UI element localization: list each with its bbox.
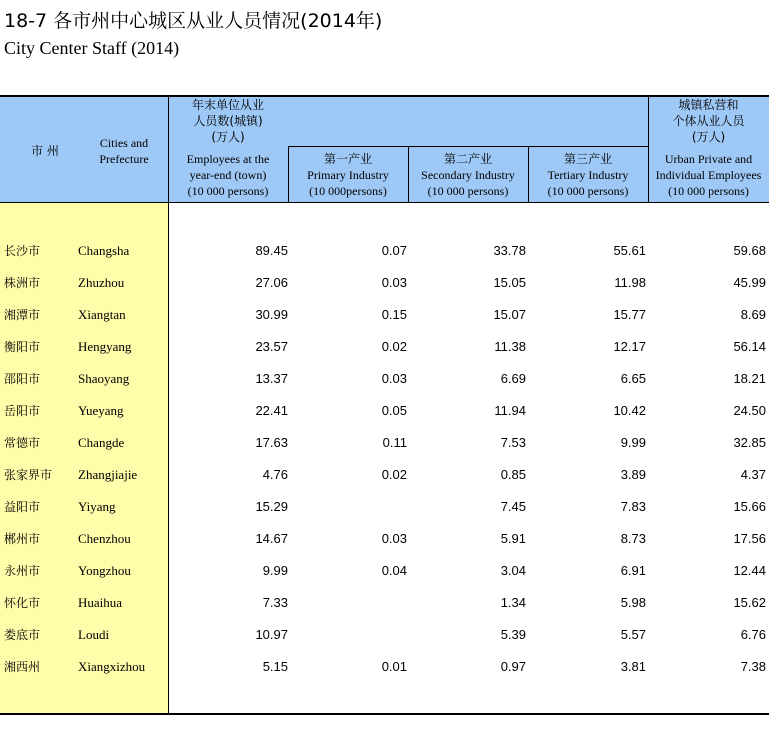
private-value: 4.37 [740,467,766,482]
header-private-en: Urban Private and Individual Employees (10 000 persons) [655,152,762,198]
tertiary-value: 6.91 [620,563,646,578]
employees-value: 7.33 [262,595,288,610]
city-name-cn: 长沙市 [4,244,41,258]
city-name-cn: 株洲市 [4,276,41,290]
secondary-value: 3.04 [500,563,526,578]
private-value: 17.56 [733,531,766,546]
table-row [0,363,769,395]
secondary-value: 5.91 [500,531,526,546]
secondary-value: 15.07 [493,307,526,322]
employees-value: 13.37 [255,371,288,386]
primary-value: 0.07 [381,243,407,258]
private-value: 59.68 [733,243,766,258]
primary-value: 0.05 [381,403,407,418]
employees-value: 5.15 [262,659,288,674]
table-row [0,619,769,651]
private-value: 15.66 [733,499,766,514]
table-row [0,587,769,619]
primary-value: 0.15 [381,307,407,322]
table-bottom-border [0,713,769,715]
private-value: 56.14 [733,339,766,354]
private-value: 24.50 [733,403,766,418]
secondary-value: 0.97 [500,659,526,674]
tertiary-value: 8.73 [620,531,646,546]
table-row [0,299,769,331]
city-name-cn: 湘潭市 [4,308,41,322]
table-row [0,491,769,523]
private-value: 45.99 [733,275,766,290]
employees-value: 27.06 [255,275,288,290]
city-name-en: Yueyang [78,403,124,418]
employees-value: 30.99 [255,307,288,322]
employees-value: 15.29 [255,499,288,514]
private-value: 12.44 [733,563,766,578]
employees-value: 10.97 [255,627,288,642]
tertiary-value: 11.98 [614,275,646,290]
secondary-value: 5.39 [500,627,526,642]
tertiary-value: 7.83 [620,499,646,514]
private-value: 32.85 [733,435,766,450]
secondary-value: 7.53 [500,435,526,450]
table-row [0,331,769,363]
employees-value: 22.41 [255,403,288,418]
page-title: 18-7 各市州中心城区从业人员情况(2014年) [4,10,383,32]
header-employees-cn: 年末单位从业 人员数(城镇) (万人) [191,98,264,144]
employees-value: 89.45 [255,243,288,258]
city-name-en: Zhuzhou [78,275,125,290]
primary-value: 0.04 [381,563,407,578]
tertiary-value: 5.98 [620,595,646,610]
page-subtitle: City Center Staff (2014) [4,38,180,58]
table-row [0,459,769,491]
city-name-cn: 邵阳市 [4,372,41,386]
tertiary-value: 15.77 [613,307,646,322]
employees-value: 4.76 [262,467,288,482]
primary-value: 0.02 [381,339,407,354]
city-name-en: Chenzhou [78,531,131,546]
city-name-en: Hengyang [78,339,132,354]
secondary-value: 11.94 [494,403,526,418]
employees-value: 23.57 [255,339,288,354]
employees-value: 9.99 [262,563,288,578]
city-name-en: Changde [78,435,125,450]
table-row [0,267,769,299]
tertiary-value: 3.81 [620,659,646,674]
tertiary-value: 55.61 [613,243,646,258]
city-name-en: Yiyang [78,499,116,514]
employees-value: 14.67 [255,531,288,546]
header-tertiary: 第三产业 Tertiary Industry (10 000 persons) [547,152,629,198]
city-name-en: Loudi [78,627,110,642]
tertiary-value: 5.57 [620,627,646,642]
private-value: 6.76 [740,627,766,642]
table-row [0,523,769,555]
private-value: 8.69 [740,307,766,322]
employees-value: 17.63 [255,435,288,450]
secondary-value: 33.78 [493,243,526,258]
tertiary-value: 10.42 [613,403,646,418]
city-name-en: Yongzhou [78,563,131,578]
city-name-cn: 湘西州 [4,660,41,674]
header-employees-en: Employees at the year-end (town) (10 000 persons) [186,152,270,198]
header-secondary: 第二产业 Secondary Industry (10 000 persons) [421,152,515,198]
city-name-cn: 娄底市 [4,628,41,642]
secondary-value: 7.45 [500,499,526,514]
header-city-cn: 市 州 [31,144,59,158]
city-name-cn: 衡阳市 [4,340,41,354]
table-row [0,651,769,683]
table-row [0,395,769,427]
secondary-value: 11.38 [494,339,526,354]
city-name-cn: 岳阳市 [4,404,41,418]
tertiary-value: 12.17 [613,339,646,354]
tertiary-value: 3.89 [620,467,646,482]
table-row [0,555,769,587]
header-city-en: Cities and Prefecture [99,136,149,166]
tertiary-value: 9.99 [620,435,646,450]
primary-value: 0.03 [381,371,407,386]
city-name-en: Huaihua [78,595,123,610]
city-name-cn: 怀化市 [4,596,41,610]
header-primary: 第一产业 Primary Industry (10 000persons) [307,152,389,198]
city-name-cn: 益阳市 [4,500,41,514]
secondary-value: 1.34 [500,595,526,610]
secondary-value: 0.85 [500,467,526,482]
private-value: 7.38 [740,659,766,674]
primary-value: 0.03 [381,531,407,546]
private-value: 18.21 [733,371,766,386]
secondary-value: 15.05 [493,275,526,290]
table-row [0,427,769,459]
city-name-cn: 张家界市 [4,468,53,482]
table-row [0,235,769,267]
city-name-en: Xiangxizhou [78,659,146,674]
tertiary-value: 6.65 [620,371,646,386]
city-name-cn: 郴州市 [4,532,41,546]
secondary-value: 6.69 [500,371,526,386]
primary-value: 0.02 [381,467,407,482]
primary-value: 0.11 [382,435,407,450]
city-name-en: Changsha [78,243,130,258]
city-name-cn: 常德市 [4,436,41,450]
city-name-cn: 永州市 [4,564,41,578]
private-value: 15.62 [733,595,766,610]
data-table [0,95,769,715]
header-private-cn: 城镇私营和 个体从业人员 (万人) [672,98,745,144]
city-name-en: Xiangtan [78,307,126,322]
city-name-en: Shaoyang [78,371,130,386]
primary-value: 0.01 [381,659,407,674]
primary-value: 0.03 [381,275,407,290]
city-name-en: Zhangjiajie [78,467,138,482]
